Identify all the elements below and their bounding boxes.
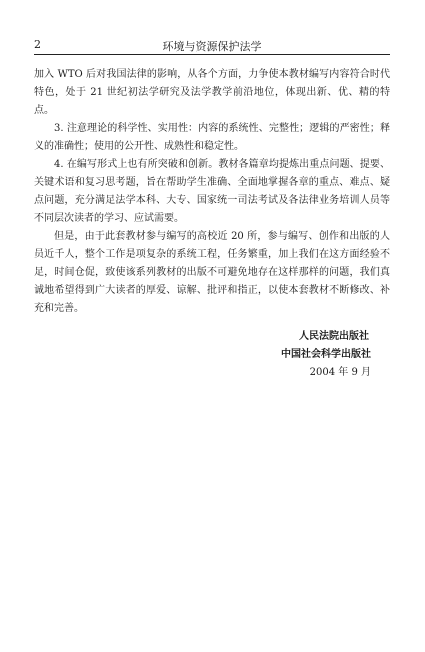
running-title: 环境与资源保护法学 [162,40,262,53]
body-text [34,66,390,318]
page-header [34,36,390,55]
paragraph-continuation: 加入 WTO 后对我国法律的影响，从各个方面，力争使本教材编写内容符合时代特色，处于 21 世纪初法学研究及法学教学前沿地位，体现出新、优、精的特点。 [34,69,390,116]
signature-block [281,328,371,382]
paragraph-point-4: 4. 在编写形式上也有所突破和创新。教材各篇章均提炼出重点问题、提要、关键术语和复习思考题，旨在帮助学生准确、全面地掌握各章的重点、难点、疑点问题，充分满足法学本科、大专、国家统一司法考试及各法律业务培训人员等不同层次读者的学习、应试需要。 [34,159,390,224]
paragraph-point-3: 3. 注意理论的科学性、实用性：内容的系统性、完整性；逻辑的严密性；释义的准确性；使用的公开性、成熟性和稳定性。 [34,123,390,152]
paragraph-closing: 但是，由于此套教材参与编写的高校近 20 所，参与编写、创作和出版的人员近千人，整个工作是项复杂的系统工程，任务繁重，加上我们在这方面经验不足，时间仓促，致使该系列教材的出版不可避免地存在这样那样的问题，我们真诚地希望得到广大读者的厚爱、谅解、批评和指正，以使本套教材不断修改、补充和完善。 [34,231,390,314]
publisher-name-2: 中国社会科学出版社 [281,349,371,360]
signature-date: 2004 年 9 月 [309,367,371,378]
publisher-name-1: 人民法院出版社 [299,331,369,342]
page-number: 2 [34,38,41,51]
